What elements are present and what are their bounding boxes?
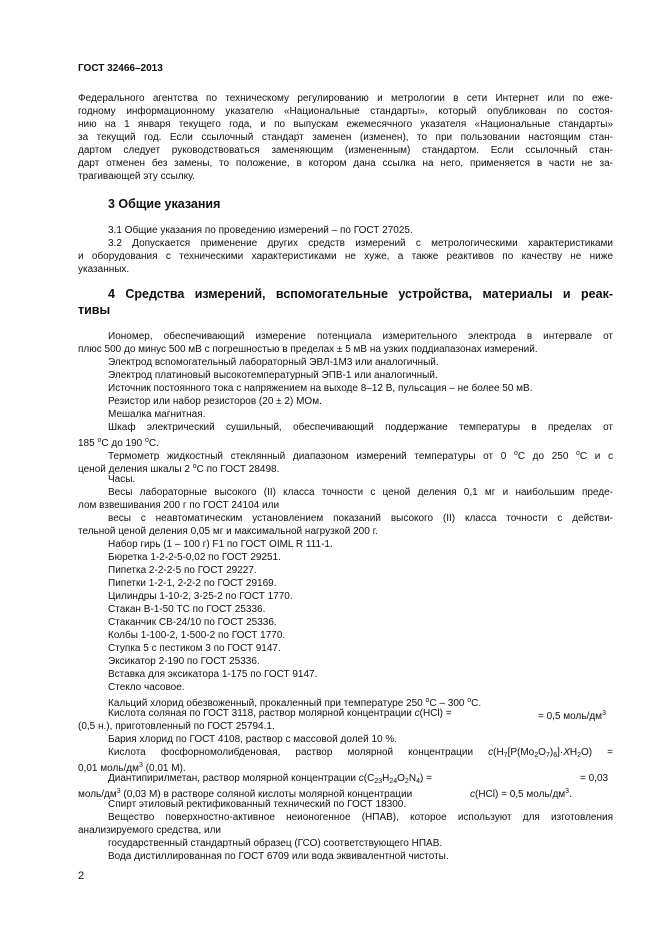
page-number: 2 — [78, 870, 85, 882]
list-item: Электрод платиновый высокотемпературный ЭПВ-1 или аналогичный. — [108, 370, 438, 381]
list-item-surfactant: Вещество поверхностно-активное неионогенное (НПАВ), которое используют для изготовления — [108, 812, 613, 823]
section-3-heading: 3 Общие указания — [108, 197, 221, 211]
section-4-heading: 4 Средства измерений, вспомогательные устройства, материалы и реак- — [108, 287, 613, 301]
text-line: 185 $^о$C до 190 $^о$C. — [78, 437, 159, 449]
list-item: Вода дистиллированная по ГОСТ 6709 или вода эквивалентной чистоты. — [108, 851, 449, 862]
list-item: Стекло часовое. — [108, 682, 185, 693]
list-item: Цилиндры 1-10-2, 3-25-2 по ГОСТ 1770. — [108, 591, 293, 602]
list-item: Набор гирь (1 – 100 г) F1 по ГОСТ OIML R 111-1. — [108, 539, 333, 550]
text-line: 0,01 моль/$дм^3$ (0,01 М). — [78, 762, 186, 774]
list-item: Бюретка 1-2-2-5-0,02 по ГОСТ 29251. — [108, 552, 281, 563]
clause-3-1: 3.1 Общие указания по проведению измерений – по ГОСТ 27025. — [108, 225, 413, 236]
text-line: нию на 1 января текущего года, и по выпускам ежемесячного указателя «Национальные стандарты» — [78, 119, 613, 130]
list-item-scales-alt: весы с неавтоматическим установлением показаний высокого (II) класса точности с действи- — [108, 513, 613, 524]
list-item: Колбы 1-100-2, 1-500-2 по ГОСТ 1770. — [108, 630, 286, 641]
text-line: дартом следует руководствоваться заменяющим (измененным) стандартом. Если ссылочный стан- — [78, 145, 613, 156]
list-item-calcium-chloride: Кальций хлорид обезвоженный, прокаленный при температуре 250 $^о$C – 300 $^о$C. — [108, 697, 482, 709]
list-item: Пипетки 1-2-1, 2-2-2 по ГОСТ 29169. — [108, 578, 277, 589]
list-item: Резистор или набор резисторов (20 ± 2) МОм. — [108, 396, 322, 407]
text-line: годному информационному указателю «Национальные стандарты», который опубликован по состоя- — [78, 106, 613, 117]
text-line: ценой деления шкалы 2 $^о$C по ГОСТ 28498. — [78, 463, 280, 475]
text-line: анализируемого средства, или — [78, 825, 221, 836]
list-item: государственный стандартный образец (ГСО) соответствующего НПАВ. — [108, 838, 443, 849]
list-item: Часы. — [108, 474, 136, 485]
list-item-phosphomolybdic-acid: Кислота фосфорномолибденовая, раствор молярной концентрации $c(H_7[P(Mo_2O_7)_6]\cdot XH_2O)$ = — [108, 747, 614, 759]
text-line: указанных. — [78, 264, 130, 275]
text-line: и оборудования с техническими характеристиками не хуже, а также реактивов по качеству не ниже — [78, 251, 613, 262]
text-line: (0,5 н.), приготовленный по ГОСТ 25794.1. — [78, 721, 275, 732]
text-line: лом взвешивания 200 г по ГОСТ 24104 или — [78, 500, 280, 511]
list-item: Электрод вспомогательный лабораторный ЭВЛ-1М3 или аналогичный. — [108, 357, 439, 368]
text-line: моль/$дм^3$ (0,03 М) в растворе соляной кислоты молярной концентрации c(HCl) = 0,5 моль/$дм^3$. — [78, 788, 572, 800]
list-item: Пипетка 2-2-2-5 по ГОСТ 29227. — [108, 565, 257, 576]
list-item-oven: Шкаф электрический сушильный, обеспечивающий поддержание температуры в пределах от — [108, 422, 613, 433]
list-item-thermometer: Термометр жидкостный стеклянный диапазоном измерений температуры от 0 $^о$C до 250 $^о$C и с — [108, 450, 613, 462]
list-item-hydrochloric-acid: Кислота соляная по ГОСТ 3118, раствор молярной концентрации c(HCl) = = 0,5 моль/$дм^3$ — [108, 708, 606, 722]
list-item: Эксикатор 2-190 по ГОСТ 25336. — [108, 656, 260, 667]
document-code: ГОСТ 32466–2013 — [78, 63, 163, 74]
list-item: Источник постоянного тока с напряжением на выходе 8–12 В, пульсация – не более 50 мВ. — [108, 383, 533, 394]
section-4-heading-cont: тивы — [78, 303, 111, 317]
list-item: Стакан В-1-50 ТС по ГОСТ 25336. — [108, 604, 266, 615]
list-item-scales: Весы лабораторные высокого (II) класса точности с ценой деления 0,1 мг и наибольшим преде- — [108, 487, 613, 498]
list-item: Стаканчик СВ-24/10 по ГОСТ 25336. — [108, 617, 277, 628]
list-item-ionomer: Иономер, обеспечивающий измерение потенциала измерительного электрода в интервале от — [108, 331, 613, 342]
text-line: тельной ценой деления 0,05 мг и максимальной нагрузкой 200 г. — [78, 526, 378, 537]
text-line: за текущий год. Если ссылочный стандарт заменен (изменен), то при пользовании настоящим стан- — [78, 132, 613, 143]
list-item: Вставка для эксикатора 1-175 по ГОСТ 9147. — [108, 669, 318, 680]
list-item-diantipyrylmethane: Диантипирилметан, раствор молярной концентрации $c(C_{23}H_{24}O_2N_4)$ = = 0,03 — [108, 773, 609, 785]
text-line: плюс 500 до минус 500 мВ с погрешностью в пределах ± 5 мВ на узких поддиапазонах измерений. — [78, 344, 538, 355]
text-line: дарт отменен без замены, то положение, в котором дана ссылка на него, применяется в части не за- — [78, 158, 613, 169]
list-item: Бария хлорид по ГОСТ 4108, раствор с массовой долей 10 %. — [108, 734, 398, 745]
text-line: Федерального агентства по техническому регулированию и метрологии в сети Интернет или по еже- — [78, 93, 613, 104]
list-item: Мешалка магнитная. — [108, 409, 206, 420]
list-item: Спирт этиловый ректификованный технический по ГОСТ 18300. — [108, 799, 407, 810]
text-line: трагивающей эту ссылку. — [78, 171, 195, 182]
list-item: Ступка 5 с пестиком 3 по ГОСТ 9147. — [108, 643, 281, 654]
clause-3-2: 3.2 Допускается применение других средств измерений с метрологическими характеристиками — [108, 238, 613, 249]
